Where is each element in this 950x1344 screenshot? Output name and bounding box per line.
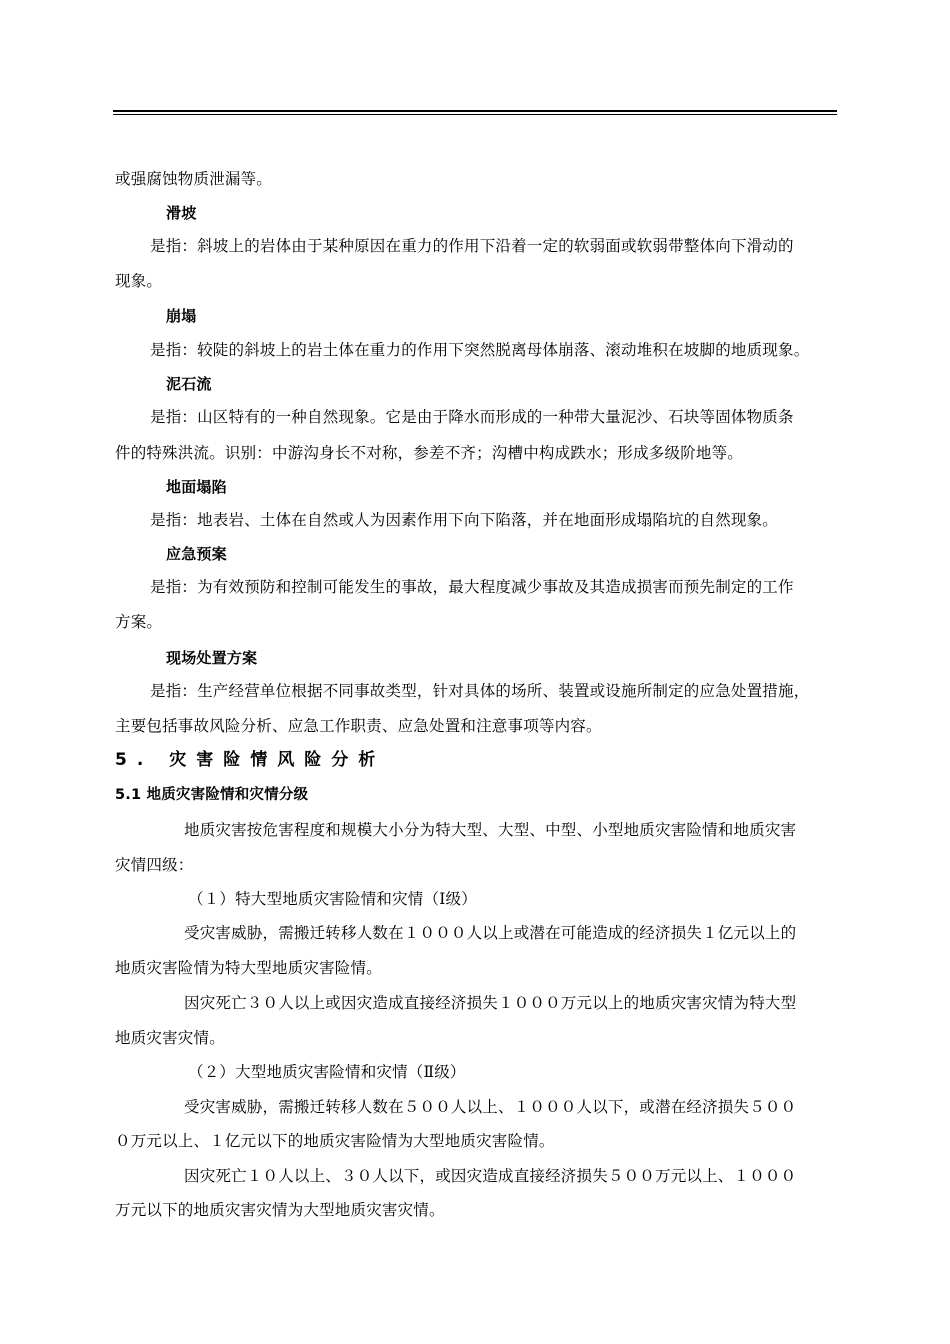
term-heading: 崩塌	[166, 307, 197, 325]
body-line: 方案。	[115, 613, 163, 631]
body-line: 灾情四级：	[115, 856, 194, 874]
section-heading: 5. 灾害险情风险分析	[115, 750, 386, 770]
list-heading: （２）大型地质灾害险情和灾情（Ⅱ级）	[188, 1063, 466, 1081]
header-rule-thick	[113, 110, 837, 112]
list-heading: （１）特大型地质灾害险情和灾情（Ⅰ级）	[188, 890, 477, 908]
body-line: 是指：为有效预防和控制可能发生的事故，最大程度减少事故及其造成损害而预先制定的工作	[150, 578, 794, 596]
term-heading: 应急预案	[166, 545, 227, 563]
body-line: 地质灾害按危害程度和规模大小分为特大型、大型、中型、小型地质灾害险情和地质灾害	[184, 821, 797, 839]
body-line: 地质灾害灾情。	[115, 1029, 225, 1047]
term-heading: 泥石流	[166, 375, 212, 393]
body-line: 是指：较陡的斜坡上的岩土体在重力的作用下突然脱离母体崩落、滚动堆积在坡脚的地质现象。	[150, 341, 810, 359]
body-line: ０万元以上、１亿元以下的地质灾害险情为大型地质灾害险情。	[115, 1132, 555, 1150]
subsection-heading: 5.1 地质灾害险情和灾情分级	[115, 787, 309, 803]
body-line: 受灾害威胁，需搬迁转移人数在１０００人以上或潜在可能造成的经济损失１亿元以上的	[184, 924, 797, 942]
body-line: 或强腐蚀物质泄漏等。	[115, 170, 273, 188]
term-heading: 地面塌陷	[166, 478, 227, 496]
body-line: 件的特殊洪流。识别：中游沟身长不对称，参差不齐；沟槽中构成跌水；形成多级阶地等。	[115, 444, 744, 462]
body-line: 因灾死亡３０人以上或因灾造成直接经济损失１０００万元以上的地质灾害灾情为特大型	[184, 994, 797, 1012]
body-line: 是指：山区特有的一种自然现象。它是由于降水而形成的一种带大量泥沙、石块等固体物质条	[150, 408, 794, 426]
body-line: 是指：生产经营单位根据不同事故类型，针对具体的场所、装置或设施所制定的应急处置措施，	[150, 682, 810, 700]
body-line: 地质灾害险情为特大型地质灾害险情。	[115, 959, 382, 977]
body-line: 主要包括事故风险分析、应急工作职责、应急处置和注意事项等内容。	[115, 717, 602, 735]
body-line: 是指：地表岩、土体在自然或人为因素作用下向下陷落，并在地面形成塌陷坑的自然现象。	[150, 511, 779, 529]
body-line: 现象。	[115, 272, 163, 290]
body-line: 受灾害威胁，需搬迁转移人数在５００人以上、１０００人以下，或潜在经济损失５００	[184, 1098, 797, 1116]
header-rule-thin	[113, 114, 837, 115]
body-line: 是指：斜坡上的岩体由于某种原因在重力的作用下沿着一定的软弱面或软弱带整体向下滑动的	[150, 237, 794, 255]
term-heading: 滑坡	[166, 204, 197, 222]
body-line: 万元以下的地质灾害灾情为大型地质灾害灾情。	[115, 1201, 445, 1219]
term-heading: 现场处置方案	[166, 649, 258, 667]
body-line: 因灾死亡１０人以上、３０人以下，或因灾造成直接经济损失５００万元以上、１０００	[184, 1167, 797, 1185]
